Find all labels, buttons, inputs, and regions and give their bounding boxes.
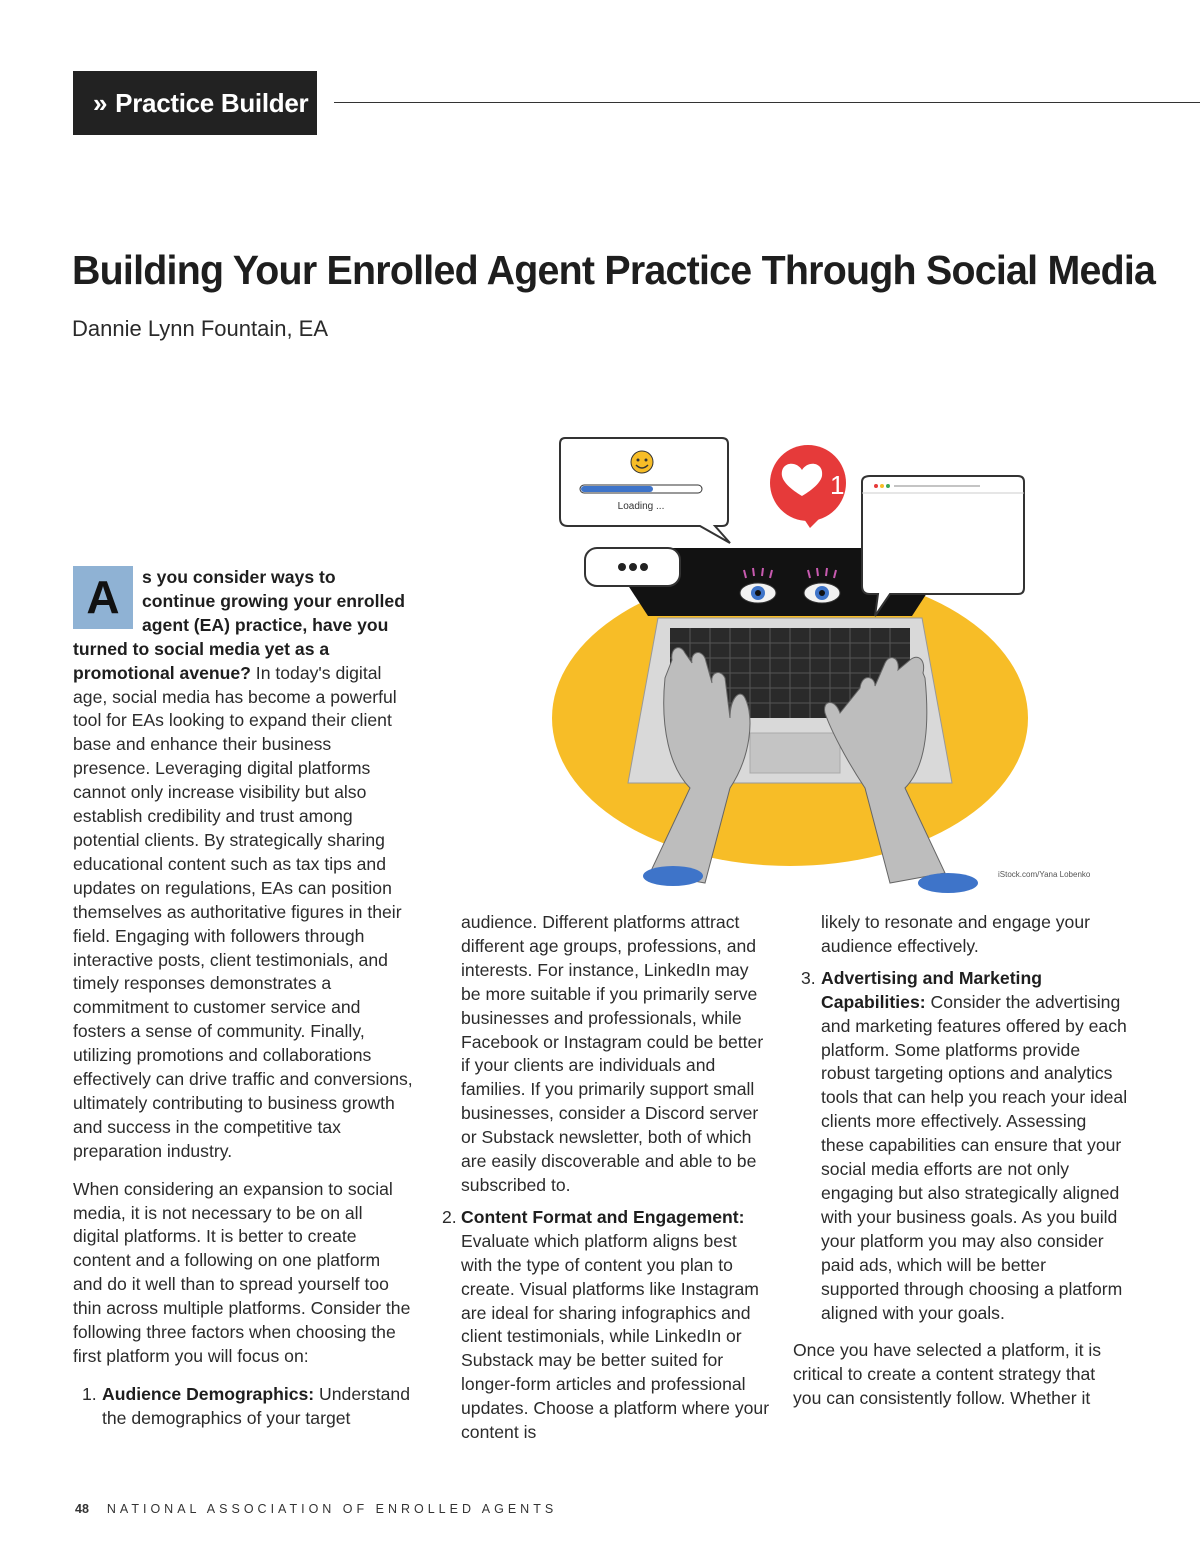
factor-2-continued: likely to resonate and engage your audience effectively. xyxy=(821,912,1090,956)
page-number: 48 xyxy=(75,1502,89,1516)
factor-2-number: 2. xyxy=(442,1206,457,1227)
factor-list xyxy=(73,1383,413,1431)
factor-1-title: Audience Demographics: xyxy=(102,1383,315,1404)
factor-1-number: 1. xyxy=(82,1383,97,1404)
column-2 xyxy=(442,911,772,1445)
intro-rest: In today's digital age, social media has become a powerful tool for EAs looking to expand their client base and enhance their business presence. Leveraging digital platforms cannot only increase visibility but also establish credibility and trust among potential clients. By strategically sharing educational content such as tax tips and updates on regulations, EAs can position themselves as authoritative figures in their field. Engaging with followers through interactive posts, client testimonials, and timely responses demonstrates a commitment to customer service and fosters a sense of community. Finally, utilizing promotions and collaborations effectively can drive traffic and conversions, ultimately contributing to business growth and success in the competitive tax preparation industry. xyxy=(73,662,413,1161)
browser-window-bubble xyxy=(862,476,1024,616)
factor-2-text: Evaluate which platform aligns best with the type of content you plan to create. Visual platforms like Instagram are ideal for sharing infographics and client testimonials, while LinkedIn or Substack may be better suited for longer-form articles and professional updates. Choose a platform where your content is xyxy=(461,1230,770,1443)
factor-3-title: Advertising and Marketing Capabilities: xyxy=(821,967,1042,1012)
page-footer xyxy=(75,1502,557,1516)
factor-list-2 xyxy=(442,1206,772,1445)
chevron-icon: » xyxy=(93,87,108,118)
paragraph-3: Once you have selected a platform, it is critical to create a content strategy that you can consistently follow. Whether it xyxy=(793,1340,1102,1409)
smiley-icon xyxy=(631,451,653,473)
factor-3-number: 3. xyxy=(801,967,816,988)
header-rule xyxy=(334,102,1200,103)
drop-cap: A xyxy=(73,566,133,629)
article-author: Dannie Lynn Fountain, EA xyxy=(72,316,329,341)
image-credit: iStock.com/Yana Lobenko xyxy=(998,870,1091,879)
factor-list-3 xyxy=(793,967,1128,1326)
factor-3 xyxy=(793,967,1128,1326)
factor-1-text: Understand the demographics of your target xyxy=(102,1383,411,1428)
factor-3-text: Consider the advertising and marketing features offered by each platform. Some platforms provide robust targeting options and analytics tools that can help you reach your ideal clients more effectively. Assessing these capabilities can ensure that your social media efforts are not only engaging but also strategically aligned with your business goals. As you build your platform you may also consider paid ads, which will be better supported through choosing a platform aligned with your goals. xyxy=(821,991,1128,1323)
column-1 xyxy=(73,566,413,1431)
notification-count: 1 xyxy=(830,470,845,500)
factor-1 xyxy=(73,1383,413,1431)
intro-lead: s you consider ways to continue growing your enrolled agent (EA) practice, have you turned to social media yet as a promotional avenue? xyxy=(73,567,405,683)
section-label: Practice Builder xyxy=(115,87,309,118)
article-title: Building Your Enrolled Agent Practice Through Social Media xyxy=(72,247,1156,293)
intro-paragraph xyxy=(73,566,413,1164)
publication-name: NATIONAL ASSOCIATION OF ENROLLED AGENTS xyxy=(106,1502,558,1516)
left-cuff xyxy=(643,866,703,886)
right-cuff xyxy=(918,873,978,893)
loading-bubble xyxy=(560,438,730,543)
laptop-illustration xyxy=(540,428,1100,903)
paragraph-2: When considering an expansion to social media, it is not necessary to be on all digital platforms. It is better to create content and a following on one platform and do it well than to spread yourself too thin across multiple platforms. Consider the following three factors when choosing the first platform you will focus on: xyxy=(73,1178,411,1366)
factor-2 xyxy=(442,1206,772,1445)
section-tag xyxy=(73,71,317,135)
loading-text: Loading ... xyxy=(617,501,665,512)
typing-bubble xyxy=(585,548,680,586)
factor-2-title: Content Format and Engagement: xyxy=(461,1206,745,1227)
factor-1-continued: audience. Different platforms attract different age groups, professions, and interests. For instance, LinkedIn may be more suitable if you primarily serve businesses and professionals, while Facebook or Instagram could be better if your clients are individuals and families. If you primarily support small businesses, consider a Discord server or Substack newsletter, both of which are easily discoverable and able to be subscribed to. xyxy=(461,912,764,1195)
column-3 xyxy=(793,911,1128,1411)
heart-notification xyxy=(770,445,846,528)
